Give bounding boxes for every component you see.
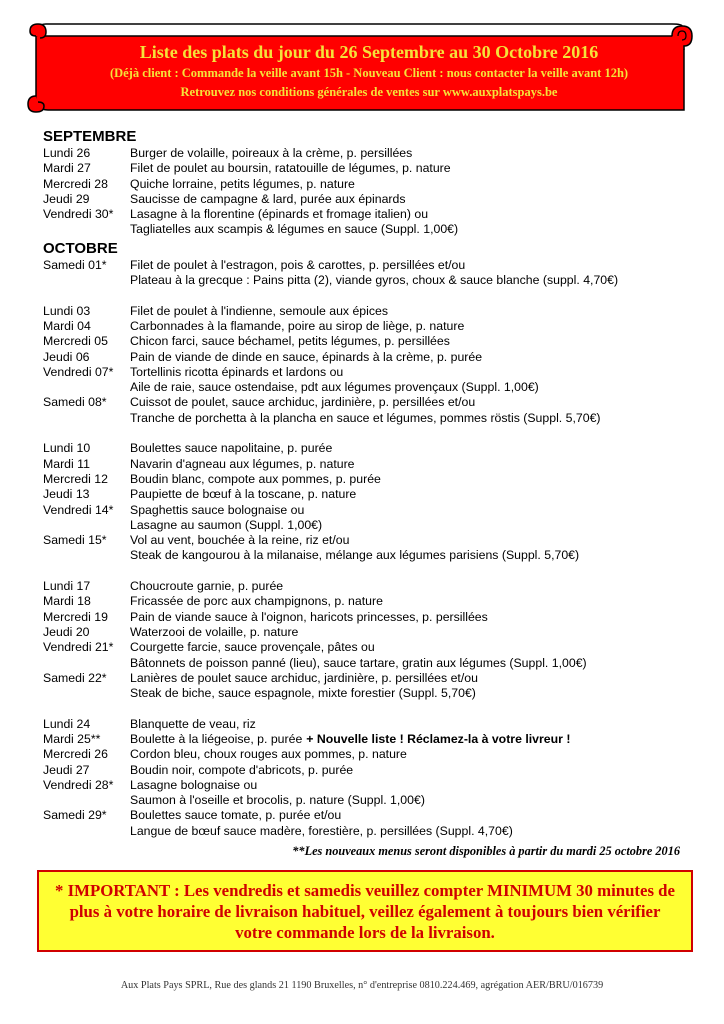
menu-row bbox=[43, 258, 703, 273]
menu-day bbox=[43, 380, 130, 395]
menu-dish: Vol au vent, bouchée à la reine, riz et/ou bbox=[130, 533, 350, 548]
menu-day: Jeudi 20 bbox=[43, 624, 90, 639]
important-notice: * IMPORTANT : Les vendredis et samedis veuillez compter MINIMUM 30 minutes de plus à votre horaire de livraison habituel, veillez également à toujours bien vérifier votre commande lors de la livraison. bbox=[55, 880, 675, 942]
menu-dish: Saucisse de campagne & lard, purée aux épinards bbox=[130, 191, 406, 206]
menu-day bbox=[43, 273, 130, 288]
menu-day: Mercredi 05 bbox=[43, 334, 108, 349]
menu-row bbox=[43, 518, 703, 533]
menu-dish: Aile de raie, sauce ostendaise, pdt aux légumes provençaux (Suppl. 1,00€) bbox=[130, 380, 539, 395]
menu-day: Mardi 25** bbox=[43, 731, 101, 746]
menu-dish: Cuissot de poulet, sauce archiduc, jardinière, p. persillées et/ou bbox=[130, 395, 476, 410]
menu-row bbox=[43, 365, 703, 380]
menu-dish: Fricassée de porc aux champignons, p. nature bbox=[130, 594, 383, 609]
menu-row bbox=[43, 533, 703, 548]
page-title: Liste des plats du jour du 26 Septembre au 30 Octobre 2016 bbox=[139, 42, 599, 62]
menu-row bbox=[43, 319, 703, 334]
menu-list bbox=[43, 126, 703, 839]
menu-dish: Lasagne au saumon (Suppl. 1,00€) bbox=[130, 517, 323, 532]
week-separator bbox=[43, 288, 703, 303]
menu-row bbox=[43, 472, 703, 487]
menu-row bbox=[43, 222, 703, 237]
menu-row bbox=[43, 441, 703, 456]
menu-day: Samedi 15* bbox=[43, 533, 107, 548]
menu-day: Vendredi 14* bbox=[43, 502, 114, 517]
menu-day: Vendredi 30* bbox=[43, 207, 114, 222]
menu-dish: Boulette à la liégeoise, p. purée bbox=[130, 731, 303, 746]
menu-row bbox=[43, 579, 703, 594]
menu-day: Jeudi 27 bbox=[43, 762, 90, 777]
menu-row bbox=[43, 717, 703, 732]
menu-row bbox=[43, 380, 703, 395]
menu-dish: Filet de poulet au boursin, ratatouille de légumes, p. nature bbox=[130, 161, 451, 176]
banner-text bbox=[60, 40, 678, 102]
menu-day: Jeudi 29 bbox=[43, 191, 90, 206]
menu-day: Mardi 18 bbox=[43, 594, 91, 609]
menu-row bbox=[43, 808, 703, 823]
menu-row bbox=[43, 671, 703, 686]
menu-day bbox=[43, 656, 130, 671]
menu-dish: Boudin noir, compote d'abricots, p. purée bbox=[130, 762, 354, 777]
menu-row bbox=[43, 548, 703, 563]
menu-dish: Steak de kangourou à la milanaise, mélange aux légumes parisiens (Suppl. 5,70€) bbox=[130, 548, 580, 563]
menu-day: Mardi 04 bbox=[43, 318, 91, 333]
menu-row bbox=[43, 350, 703, 365]
menu-day: Vendredi 07* bbox=[43, 364, 114, 379]
menu-dish: Pain de viande sauce à l'oignon, haricots princesses, p. persillées bbox=[130, 609, 488, 624]
menu-day: Vendredi 21* bbox=[43, 640, 114, 655]
menu-row bbox=[43, 503, 703, 518]
menu-row bbox=[43, 395, 703, 410]
menu-day: Mercredi 12 bbox=[43, 471, 108, 486]
menu-dish: Steak de biche, sauce espagnole, mixte forestier (Suppl. 5,70€) bbox=[130, 686, 476, 701]
menu-day bbox=[43, 686, 130, 701]
month-heading: SEPTEMBRE bbox=[43, 128, 137, 145]
order-deadline-note: (Déjà client : Commande la veille avant 15h - Nouveau Client : nous contacter la veille avant 12h) bbox=[109, 66, 629, 80]
menu-row bbox=[43, 273, 703, 288]
menu-dish: Bâtonnets de poisson panné (lieu), sauce tartare, gratin aux légumes (Suppl. 1,00€) bbox=[130, 655, 587, 670]
menu-day: Lundi 10 bbox=[43, 441, 91, 456]
menu-row bbox=[43, 411, 703, 426]
menu-dish: Navarin d'agneau aux légumes, p. nature bbox=[130, 456, 355, 471]
menu-day: Vendredi 28* bbox=[43, 777, 114, 792]
menu-day bbox=[43, 411, 130, 426]
menu-day bbox=[43, 518, 130, 533]
menu-day: Mercredi 28 bbox=[43, 176, 108, 191]
menu-day: Jeudi 06 bbox=[43, 349, 90, 364]
menu-dish: Paupiette de bœuf à la toscane, p. nature bbox=[130, 487, 357, 502]
week-separator bbox=[43, 701, 703, 716]
week-separator bbox=[43, 564, 703, 579]
menu-dish: Burger de volaille, poireaux à la crème, p. persillées bbox=[130, 146, 413, 160]
menu-dish: Langue de bœuf sauce madère, forestière, p. persillées (Suppl. 4,70€) bbox=[130, 823, 513, 838]
menu-dish: Plateau à la grecque : Pains pitta (2), viande gyros, choux & sauce blanche (suppl. 4,70€) bbox=[130, 273, 619, 288]
menu-day bbox=[43, 222, 130, 237]
week-separator bbox=[43, 426, 703, 441]
menu-day bbox=[43, 548, 130, 563]
menu-row bbox=[43, 763, 703, 778]
menu-dish: Filet de poulet à l'indienne, semoule aux épices bbox=[130, 303, 389, 318]
header-banner bbox=[22, 18, 702, 118]
menu-dish: Saumon à l'oseille et brocolis, p. nature (Suppl. 1,00€) bbox=[130, 793, 425, 808]
menu-dish: Tranche de porchetta à la plancha en sauce et légumes, pommes röstis (Suppl. 5,70€) bbox=[130, 410, 601, 425]
menu-row bbox=[43, 640, 703, 655]
company-footer: Aux Plats Pays SPRL, Rue des glands 21 1190 Bruxelles, n° d'entreprise 0810.224.469, agrégation AER/BRU/016739 bbox=[120, 980, 604, 991]
menu-dish: Carbonnades à la flamande, poire au sirop de liège, p. nature bbox=[130, 318, 465, 333]
menu-row bbox=[43, 487, 703, 502]
menu-row bbox=[43, 192, 703, 207]
menu-row bbox=[43, 610, 703, 625]
menu-dish: Boulettes sauce napolitaine, p. purée bbox=[130, 441, 333, 456]
menu-row bbox=[43, 824, 703, 839]
important-box bbox=[37, 870, 693, 952]
menu-dish: Boulettes sauce tomate, p. purée et/ou bbox=[130, 808, 342, 823]
menu-dish: Filet de poulet à l'estragon, pois & carottes, p. persillées et/ou bbox=[130, 257, 466, 272]
menu-day: Lundi 26 bbox=[43, 146, 91, 160]
menu-day: Samedi 22* bbox=[43, 670, 107, 685]
month-heading: OCTOBRE bbox=[43, 239, 118, 257]
menu-row bbox=[43, 747, 703, 762]
menu-dish: Spaghettis sauce bolognaise ou bbox=[130, 502, 305, 517]
menu-row bbox=[43, 793, 703, 808]
menu-row bbox=[43, 146, 703, 161]
menu-day: Lundi 17 bbox=[43, 579, 91, 594]
menu-row bbox=[43, 304, 703, 319]
menu-dish: Choucroute garnie, p. purée bbox=[130, 579, 284, 594]
menu-dish: Lanières de poulet sauce archiduc, jardinière, p. persillées et/ou bbox=[130, 670, 478, 685]
menu-dish: Tortellinis ricotta épinards et lardons ou bbox=[130, 364, 344, 379]
menu-day: Mercredi 26 bbox=[43, 747, 108, 762]
menu-day: Samedi 29* bbox=[43, 808, 107, 823]
menu-dish: Pain de viande de dinde en sauce, épinards à la crème, p. purée bbox=[130, 349, 483, 364]
menu-day: Lundi 24 bbox=[43, 716, 91, 731]
menu-dish: Chicon farci, sauce béchamel, petits légumes, p. persillées bbox=[130, 334, 450, 349]
menu-dish: Tagliatelles aux scampis & légumes en sauce (Suppl. 1,00€) bbox=[130, 222, 459, 237]
menu-day bbox=[43, 824, 130, 839]
menu-day: Samedi 01* bbox=[43, 257, 107, 272]
menu-dish: Blanquette de veau, riz bbox=[130, 716, 256, 731]
menu-row bbox=[43, 207, 703, 222]
menu-dish: Quiche lorraine, petits légumes, p. nature bbox=[130, 176, 355, 191]
menu-row bbox=[43, 334, 703, 349]
menu-row bbox=[43, 778, 703, 793]
menu-dish: Waterzooi de volaille, p. nature bbox=[130, 624, 299, 639]
menu-row bbox=[43, 625, 703, 640]
menu-day: Mercredi 19 bbox=[43, 609, 108, 624]
menu-dish: Lasagne bolognaise ou bbox=[130, 777, 258, 792]
menu-row bbox=[43, 656, 703, 671]
new-list-notice: + Nouvelle liste ! Réclamez-la à votre livreur ! bbox=[306, 731, 571, 746]
menu-dish: Boudin blanc, compote aux pommes, p. purée bbox=[130, 471, 381, 486]
menu-day: Mardi 11 bbox=[43, 456, 90, 471]
menu-dish: Cordon bleu, choux rouges aux pommes, p. nature bbox=[130, 747, 407, 762]
menu-day: Mardi 27 bbox=[43, 161, 91, 176]
menu-dish: Courgette farcie, sauce provençale, pâtes ou bbox=[130, 640, 375, 655]
footnote: **Les nouveaux menus seront disponibles à partir du mardi 25 octobre 2016 bbox=[292, 844, 680, 858]
menu-row bbox=[43, 686, 703, 701]
menu-row bbox=[43, 457, 703, 472]
menu-day: Samedi 08* bbox=[43, 395, 107, 410]
conditions-note: Retrouvez nos conditions générales de ventes sur www.auxplatspays.be bbox=[180, 85, 558, 99]
menu-row bbox=[43, 732, 703, 747]
menu-row bbox=[43, 161, 703, 176]
menu-row bbox=[43, 594, 703, 609]
menu-row bbox=[43, 177, 703, 192]
menu-day: Jeudi 13 bbox=[43, 487, 90, 502]
menu-day: Lundi 03 bbox=[43, 303, 91, 318]
menu-dish: Lasagne à la florentine (épinards et fromage italien) ou bbox=[130, 207, 429, 222]
menu-day bbox=[43, 793, 130, 808]
